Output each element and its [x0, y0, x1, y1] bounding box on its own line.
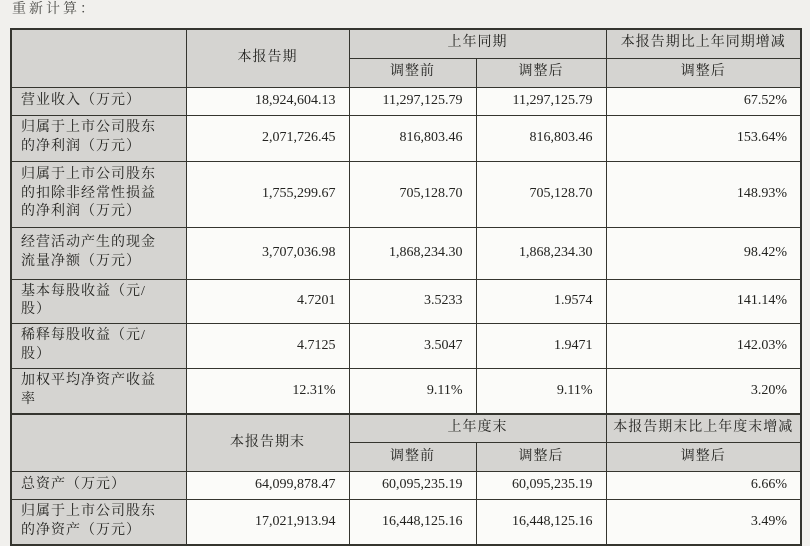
row-label: 基本每股收益（元/股） [11, 279, 186, 324]
header-prior-period-group: 上年同期 [349, 29, 606, 58]
value-change: 3.20% [606, 369, 801, 414]
value-prior-before: 3.5047 [349, 324, 476, 369]
header-change-group-end: 本报告期末比上年度末增减 [606, 414, 801, 443]
row-label: 稀释每股收益（元/股） [11, 324, 186, 369]
value-prior-after: 1.9471 [476, 324, 606, 369]
row-label: 经营活动产生的现金流量净额（万元） [11, 227, 186, 279]
value-current: 4.7125 [186, 324, 349, 369]
table-row [11, 369, 801, 414]
corner-blank-cell [11, 29, 186, 87]
value-current: 3,707,036.98 [186, 227, 349, 279]
value-prior-after: 60,095,235.19 [476, 472, 606, 500]
table-row [11, 161, 801, 227]
value-change: 3.49% [606, 500, 801, 545]
table-row [11, 87, 801, 115]
header-current-period: 本报告期 [186, 29, 349, 87]
table-row [11, 227, 801, 279]
value-current: 64,099,878.47 [186, 472, 349, 500]
row-label: 加权平均净资产收益率 [11, 369, 186, 414]
row-label: 总资产（万元） [11, 472, 186, 500]
value-change: 148.93% [606, 161, 801, 227]
value-prior-after: 1.9574 [476, 279, 606, 324]
header-change-after-adjust: 调整后 [606, 443, 801, 472]
table-row [11, 414, 801, 443]
table-row [11, 324, 801, 369]
value-change: 153.64% [606, 115, 801, 161]
row-label: 归属于上市公司股东的净利润（万元） [11, 115, 186, 161]
row-label: 归属于上市公司股东的净资产（万元） [11, 500, 186, 545]
header-before-adjust: 调整前 [349, 58, 476, 87]
key-financials-table [10, 28, 802, 546]
header-change-group: 本报告期比上年同期增减 [606, 29, 801, 58]
value-prior-after: 816,803.46 [476, 115, 606, 161]
value-current: 12.31% [186, 369, 349, 414]
table-row [11, 500, 801, 545]
value-prior-after: 9.11% [476, 369, 606, 414]
value-prior-before: 3.5233 [349, 279, 476, 324]
header-change-after-adjust: 调整后 [606, 58, 801, 87]
row-label: 营业收入（万元） [11, 87, 186, 115]
value-change: 6.66% [606, 472, 801, 500]
header-before-adjust: 调整前 [349, 443, 476, 472]
value-change: 67.52% [606, 87, 801, 115]
table-row [11, 29, 801, 58]
header-after-adjust: 调整后 [476, 58, 606, 87]
header-current-period-end: 本报告期末 [186, 414, 349, 472]
value-prior-before: 9.11% [349, 369, 476, 414]
value-prior-after: 11,297,125.79 [476, 87, 606, 115]
value-prior-before: 705,128.70 [349, 161, 476, 227]
value-prior-before: 60,095,235.19 [349, 472, 476, 500]
cropped-top-note [12, 0, 97, 15]
value-prior-after: 705,128.70 [476, 161, 606, 227]
table-row [11, 279, 801, 324]
value-prior-before: 1,868,234.30 [349, 227, 476, 279]
header-prior-year-end-group: 上年度末 [349, 414, 606, 443]
value-current: 17,021,913.94 [186, 500, 349, 545]
value-prior-after: 16,448,125.16 [476, 500, 606, 545]
value-change: 98.42% [606, 227, 801, 279]
value-change: 141.14% [606, 279, 801, 324]
value-prior-before: 816,803.46 [349, 115, 476, 161]
value-change: 142.03% [606, 324, 801, 369]
value-prior-after: 1,868,234.30 [476, 227, 606, 279]
value-current: 4.7201 [186, 279, 349, 324]
value-prior-before: 16,448,125.16 [349, 500, 476, 545]
value-current: 18,924,604.13 [186, 87, 349, 115]
row-label: 归属于上市公司股东的扣除非经常性损益的净利润（万元） [11, 161, 186, 227]
top-note-text: 重新计算： [12, 2, 97, 15]
table-row [11, 472, 801, 500]
corner-blank-cell [11, 414, 186, 472]
table-row [11, 115, 801, 161]
value-prior-before: 11,297,125.79 [349, 87, 476, 115]
header-after-adjust: 调整后 [476, 443, 606, 472]
value-current: 2,071,726.45 [186, 115, 349, 161]
value-current: 1,755,299.67 [186, 161, 349, 227]
